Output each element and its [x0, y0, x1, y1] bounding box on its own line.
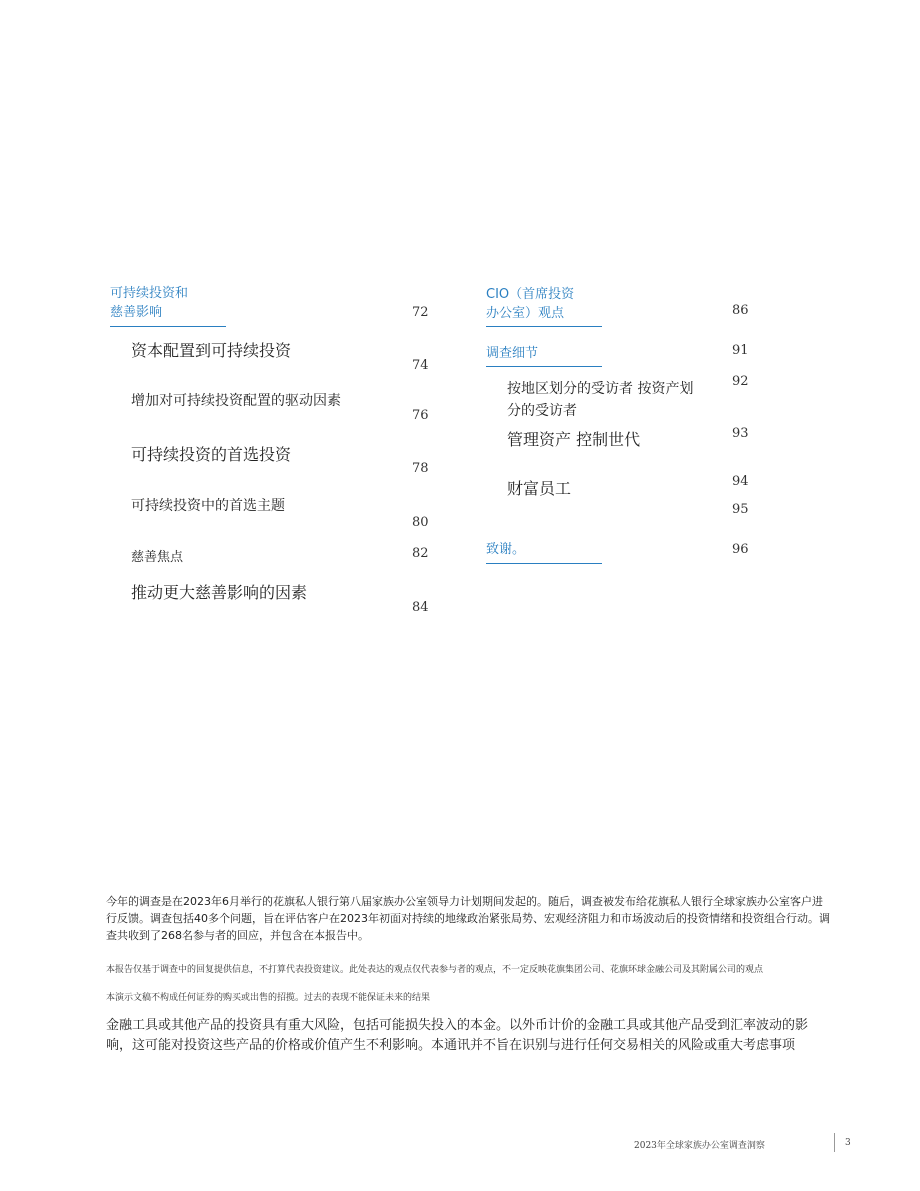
toc-item-aum-generation[interactable]: 管理资产 控制世代	[507, 430, 641, 449]
survey-intro-text: 今年的调查是在2023年6月举行的花旗私人银行第八届家族办公室领导力计划期间发起的。随后，调查被发布给花旗私人银行全球家族办公室客户进行反馈。调查包括40多个问题，旨在评估客户在2023年初面对持续的地缘政治紧张局势、宏观经济阻力和市场波动后的投资情绪和投资组合行动。调查共收到了268名参与者的回应，并包含在本报告中。	[106, 895, 830, 942]
section-title-cio-line2[interactable]: 办公室）观点	[486, 306, 565, 321]
toc-item-page: 84	[412, 600, 429, 615]
footer-page-number: 3	[845, 1138, 851, 1148]
toc-item-wealth-staff[interactable]: 财富员工	[507, 479, 572, 498]
toc-item-page: 94	[732, 474, 749, 489]
section-page-number: 91	[732, 343, 749, 358]
disclaimer-solicitation: 本演示文稿不构成任何证券的购买或出售的招揽。过去的表现不能保证未来的结果	[106, 993, 431, 1003]
toc-item-page: 76	[412, 408, 429, 423]
toc-item-preferred-themes[interactable]: 可持续投资中的首选主题	[131, 498, 285, 514]
footer-doc-title: 2023年全球家族办公室调查洞察	[634, 1141, 765, 1151]
toc-item-page: 92	[732, 374, 749, 389]
toc-item-philanthropy-focus[interactable]: 慈善焦点	[131, 550, 184, 565]
toc-item-page: 80	[412, 515, 429, 530]
toc-item-page: 78	[412, 461, 429, 476]
section-page-number: 96	[732, 542, 749, 557]
section-page-number: 86	[732, 303, 749, 318]
toc-item-page: 74	[412, 358, 429, 373]
toc-item-capital-allocation[interactable]: 资本配置到可持续投资	[131, 341, 292, 360]
risk-statement: 金融工具或其他产品的投资具有重大风险，包括可能损失投入的本金。以外币计价的金融工具或其他产品受到汇率波动的影响，这可能对投资这些产品的价格或价值产生不利影响。本通讯并不旨在识别与进行任何交易相关的风险或重大考虑事项	[106, 1018, 809, 1053]
section-underline	[110, 326, 226, 327]
section-title-sustainable-line1[interactable]: 可持续投资和	[110, 286, 189, 301]
toc-item-drivers[interactable]: 增加对可持续投资配置的驱动因素	[131, 393, 341, 409]
section-underline	[486, 326, 602, 327]
section-page-number: 72	[412, 305, 429, 320]
section-title-survey-details[interactable]: 调查细节	[486, 346, 539, 361]
toc-item-philanthropy-drivers[interactable]: 推动更大慈善影响的因素	[131, 583, 308, 602]
section-title-cio-line1[interactable]: CIO（首席投资	[486, 287, 575, 302]
toc-item-page: 82	[412, 546, 429, 561]
disclaimer-views: 本报告仅基于调查中的回复提供信息，不打算代表投资建议。此处表达的观点仅代表参与者的观点，不一定反映花旗集团公司、花旗环球金融公司及其附属公司的观点	[106, 965, 764, 975]
section-title-acknowledgements[interactable]: 致谢。	[486, 542, 526, 557]
toc-item-page: 93	[732, 426, 749, 441]
section-underline	[486, 563, 602, 564]
toc-item-respondents-line1[interactable]: 按地区划分的受访者 按资产划	[507, 381, 694, 397]
toc-extra-page: 95	[732, 502, 749, 517]
toc-item-respondents-line2[interactable]: 分的受访者	[507, 403, 577, 419]
footer-divider	[834, 1133, 835, 1152]
section-underline	[486, 366, 602, 367]
toc-item-preferred-investments[interactable]: 可持续投资的首选投资	[131, 445, 292, 464]
section-title-sustainable-line2[interactable]: 慈善影响	[110, 305, 163, 320]
